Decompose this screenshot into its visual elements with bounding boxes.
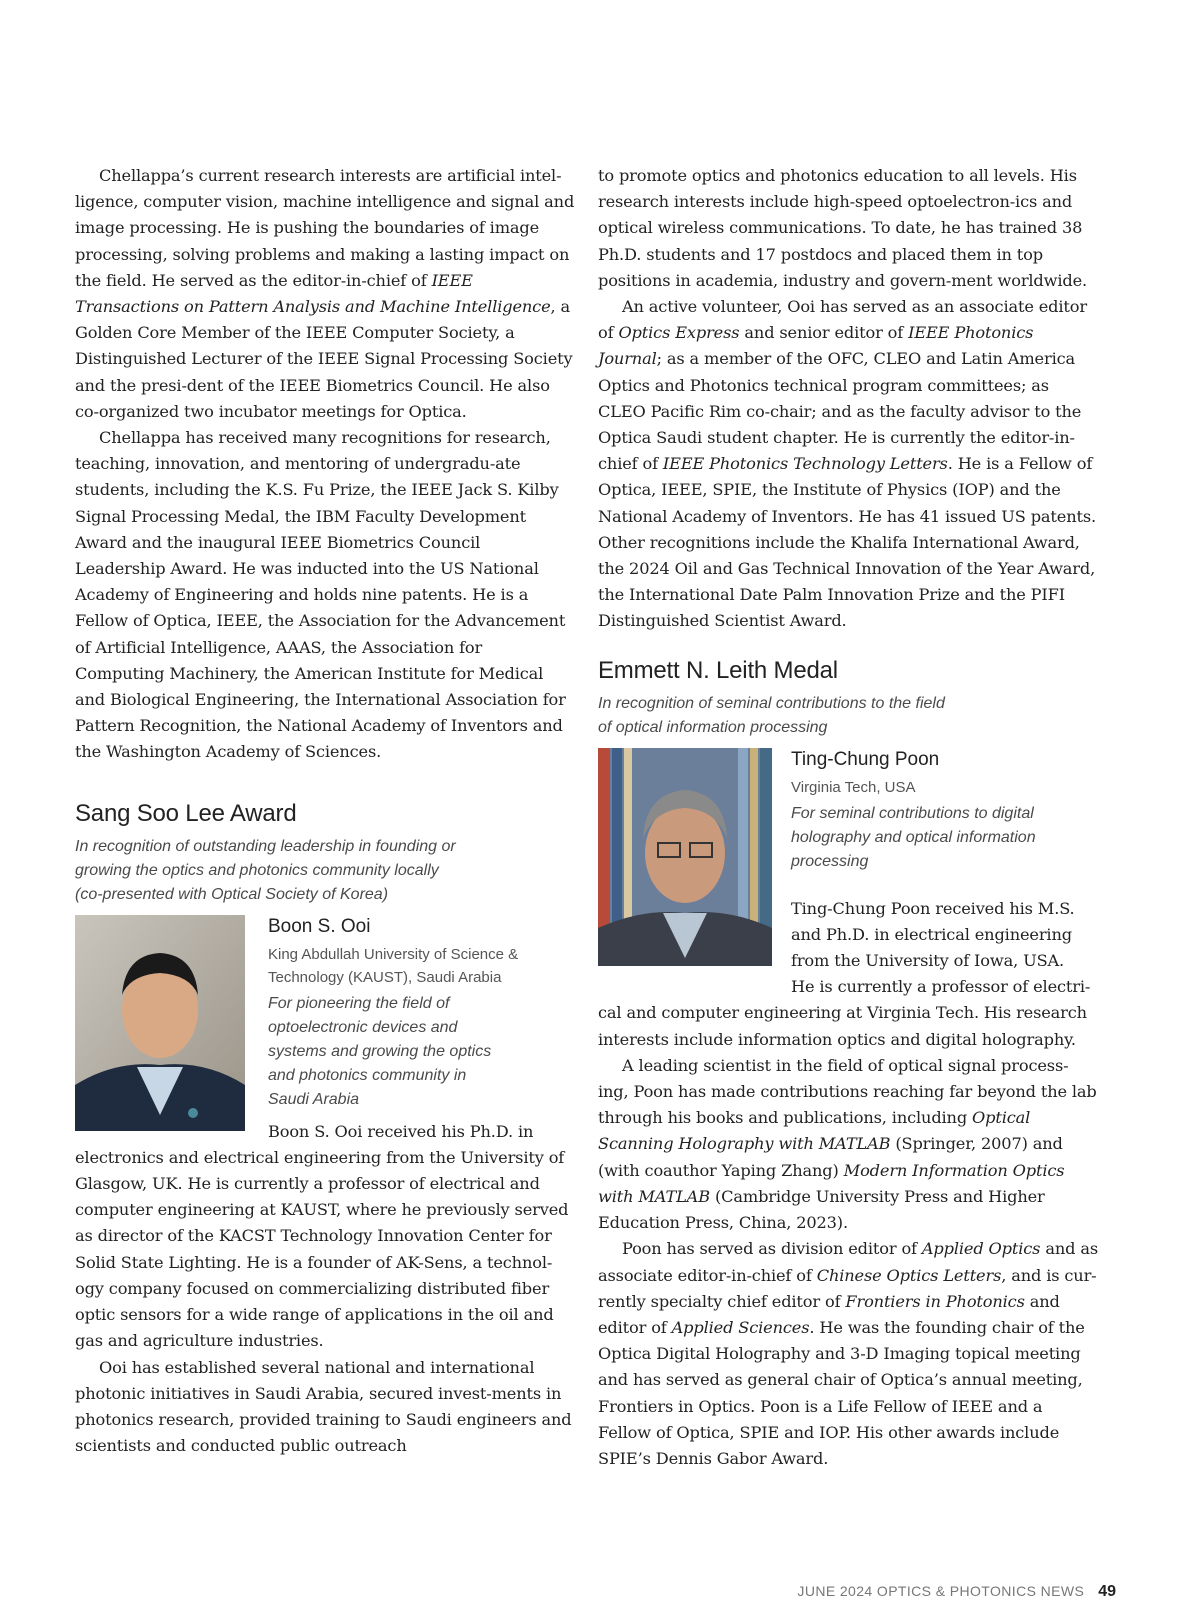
page-footer — [797, 1583, 1116, 1601]
text-run: , and is cur-rently specialty chief editor of — [598, 1265, 1097, 1311]
award-subtitle-line: of optical information processing — [598, 718, 828, 736]
chellappa-bio — [75, 163, 575, 766]
winner-name: Boon S. Ooi — [268, 915, 371, 937]
citation-line: Saudi Arabia — [268, 1090, 360, 1108]
book-title: Modern Information Optics with MATLAB — [598, 1160, 1065, 1206]
text-run: and editor of — [598, 1291, 1060, 1337]
ooi-initiatives: Ooi has established several national and international photonic initiatives in Saudi Arabia, secured invest-ments in photonics research, provided training to Saudi engineers and scientists and conducted public outreach — [75, 1357, 572, 1456]
winner-info — [791, 748, 1091, 874]
winner-block — [598, 748, 1098, 964]
winner-name: Ting-Chung Poon — [791, 748, 940, 770]
award-subtitle-line: In recognition of seminal contributions to the field — [598, 694, 945, 712]
page-number: 49 — [1098, 1583, 1116, 1600]
award-title: Emmett N. Leith Medal — [598, 656, 838, 684]
text-line: Boon S. Ooi received his Ph.D. in — [268, 1121, 534, 1141]
winner-affiliation: Technology (KAUST), Saudi Arabia — [268, 968, 502, 986]
portrait-photo — [598, 748, 772, 966]
text-run: A leading scientist in the field of optical signal process-ing, Poon has made contributions reaching far beyond the lab through his books and publications, including — [598, 1055, 1097, 1128]
book-title: Optical Scanning Holography with MATLAB — [598, 1108, 1031, 1154]
text-line: processing, solving problems and making a lasting impact on — [75, 244, 570, 264]
winner-affiliation: King Abdullah University of Science & — [268, 945, 519, 963]
citation-line: and photonics community in — [268, 1066, 467, 1084]
journal-title: IEEE Photonics Technology Letters — [662, 454, 948, 474]
journal-title: Applied Optics — [921, 1239, 1041, 1259]
text-run: . He is a Fellow of Optica, IEEE, SPIE, the Institute of Physics (IOP) and the National Academy of Inventors. He has 41 issued US patents. Other recognitions include the Khalifa International Award, the 2024 Oil and Gas Technical Innovation of the Year Award, the International Date Palm Innovation Prize and the PIFI Distinguished Scientist Award. — [598, 454, 1096, 631]
text-run: ; as a member of the OFC, CLEO and Latin America Optics and Photonics technical program committees; as CLEO Pacific Rim co-chair; and as the faculty advisor to the Optica Saudi student chapter. He is currently the editor-in-chief of — [598, 349, 1082, 474]
poon-publications — [598, 1053, 1098, 1236]
journal-title: Applied Sciences — [671, 1317, 810, 1337]
award-subtitle-line: (co-presented with Optical Society of Korea) — [75, 885, 389, 903]
journal-title: Optics Express — [618, 323, 740, 343]
winner-info — [268, 915, 568, 1112]
text-run: (Springer, 2007) and (with coauthor Yaping Zhang) — [598, 1134, 1063, 1180]
text-run: An active volunteer, Ooi has served as an associate editor of — [598, 297, 1087, 343]
winner-citation — [268, 992, 568, 1112]
poon-service — [598, 1236, 1098, 1472]
issue-label: JUNE 2024 OPTICS & PHOTONICS NEWS — [797, 1583, 1085, 1599]
citation-line: optoelectronic devices and — [268, 1018, 458, 1036]
award-title: Sang Soo Lee Award — [75, 799, 297, 827]
ooi-volunteer — [598, 294, 1098, 635]
award-subtitle-line: growing the optics and photonics community locally — [75, 861, 439, 879]
poon-bio — [598, 896, 1098, 1472]
journal-title: IEEE Photonics Journal — [598, 323, 1034, 369]
ooi-bio-continued — [598, 163, 1098, 635]
journal-title: IEEE Transactions on Pattern Analysis and Machine Intelligence — [75, 270, 551, 317]
winner-block — [75, 915, 575, 1131]
left-column — [75, 163, 575, 1459]
text-line: He is currently a professor of electri- — [791, 977, 1091, 997]
citation-line: systems and growing the optics — [268, 1042, 492, 1060]
award-subtitle — [75, 835, 575, 907]
text-line: image processing. He is pushing the boundaries of image — [75, 218, 540, 238]
text-run: cal and computer engineering at Virginia Tech. His research interests include information optics and digital holography. — [598, 1003, 1087, 1049]
citation-line: For seminal contributions to digital — [791, 804, 1034, 822]
award-subtitle — [598, 692, 1098, 740]
winner-citation — [791, 802, 1091, 874]
text-run: and senior editor of — [739, 323, 909, 343]
citation-line: processing — [791, 852, 869, 870]
ooi-bio — [75, 1119, 575, 1460]
portrait-photo — [75, 915, 245, 1131]
ooi-research: to promote optics and photonics education to all levels. His research interests include high-speed optoelectron-ics and optical wireless communications. To date, he has trained 38 Ph.D. students and 17 postdocs and placed them in top positions in academia, industry and govern-ment worldwide. — [598, 166, 1088, 290]
text-run: Poon has served as division editor of — [622, 1239, 922, 1259]
citation-line: holography and optical information — [791, 828, 1036, 846]
text-run: , a Golden Core Member of the IEEE Computer Society, a Distinguished Lecturer of the IEEE Signal Processing Society and the presi-dent of the IEEE Biometrics Council. He also co-organized two incubator meetings for Optica. — [75, 297, 573, 421]
text-line: and Ph.D. in electrical engineering — [791, 924, 1072, 944]
award-subtitle-line: In recognition of outstanding leadership in founding or — [75, 837, 456, 855]
text-run: . He was the founding chair of the Optica Digital Holography and 3-D Imaging topical meeting and has served as general chair of Optica’s annual meeting, Frontiers in Optics. Poon is a Life Fellow of IEEE and a Fellow of Optica, SPIE and IOP. His other awards include SPIE’s Dennis Gabor Award. — [598, 1317, 1085, 1468]
text-line: ligence, computer vision, machine intelligence and signal and — [75, 192, 575, 212]
text-line: the field. He served as the editor-in-chief of — [75, 270, 432, 290]
text-line: Chellappa’s current research interests are artificial intel- — [99, 166, 562, 185]
right-column — [598, 163, 1098, 1472]
citation-line: For pioneering the field of — [268, 994, 450, 1012]
text-run: electronics and electrical engineering from the University of Glasgow, UK. He is currently a professor of electrical and computer engineering at KAUST, where he previously served as director of the KACST Technology Innovation Center for Solid State Lighting. He is a founder of AK-Sens, a technol-ogy company focused on commercializing distributed fiber optic sensors for a wide range of applications in the oil and gas and agriculture industries. — [75, 1147, 569, 1351]
chellappa-recognitions: Chellappa has received many recognitions for research, teaching, innovation, and mentoring of undergradu-ate students, including the K.S. Fu Prize, the IEEE Jack S. Kilby Signal Processing Medal, the IBM Faculty Development Award and the inaugural IEEE Biometrics Council Leadership Award. He was inducted into the US National Academy of Engineering and holds nine patents. He is a Fellow of Optica, IEEE, the Association for the Advancement of Artificial Intelligence, AAAS, the Association for Computing Machinery, the American Institute for Medical and Biological Engineering, the International Association for Pattern Recognition, the National Academy of Inventors and the Washington Academy of Sciences. — [75, 428, 566, 762]
text-run: and as associate editor-in-chief of — [598, 1239, 1098, 1285]
journal-title: Frontiers in Photonics — [845, 1291, 1025, 1311]
text-run: (Cambridge University Press and Higher Education Press, China, 2023). — [598, 1186, 1045, 1233]
text-line: from the University of Iowa, USA. — [791, 951, 1065, 971]
journal-title: Chinese Optics Letters — [816, 1265, 1002, 1285]
winner-affiliation: Virginia Tech, USA — [791, 778, 916, 796]
text-line: Ting-Chung Poon received his M.S. — [791, 898, 1075, 918]
